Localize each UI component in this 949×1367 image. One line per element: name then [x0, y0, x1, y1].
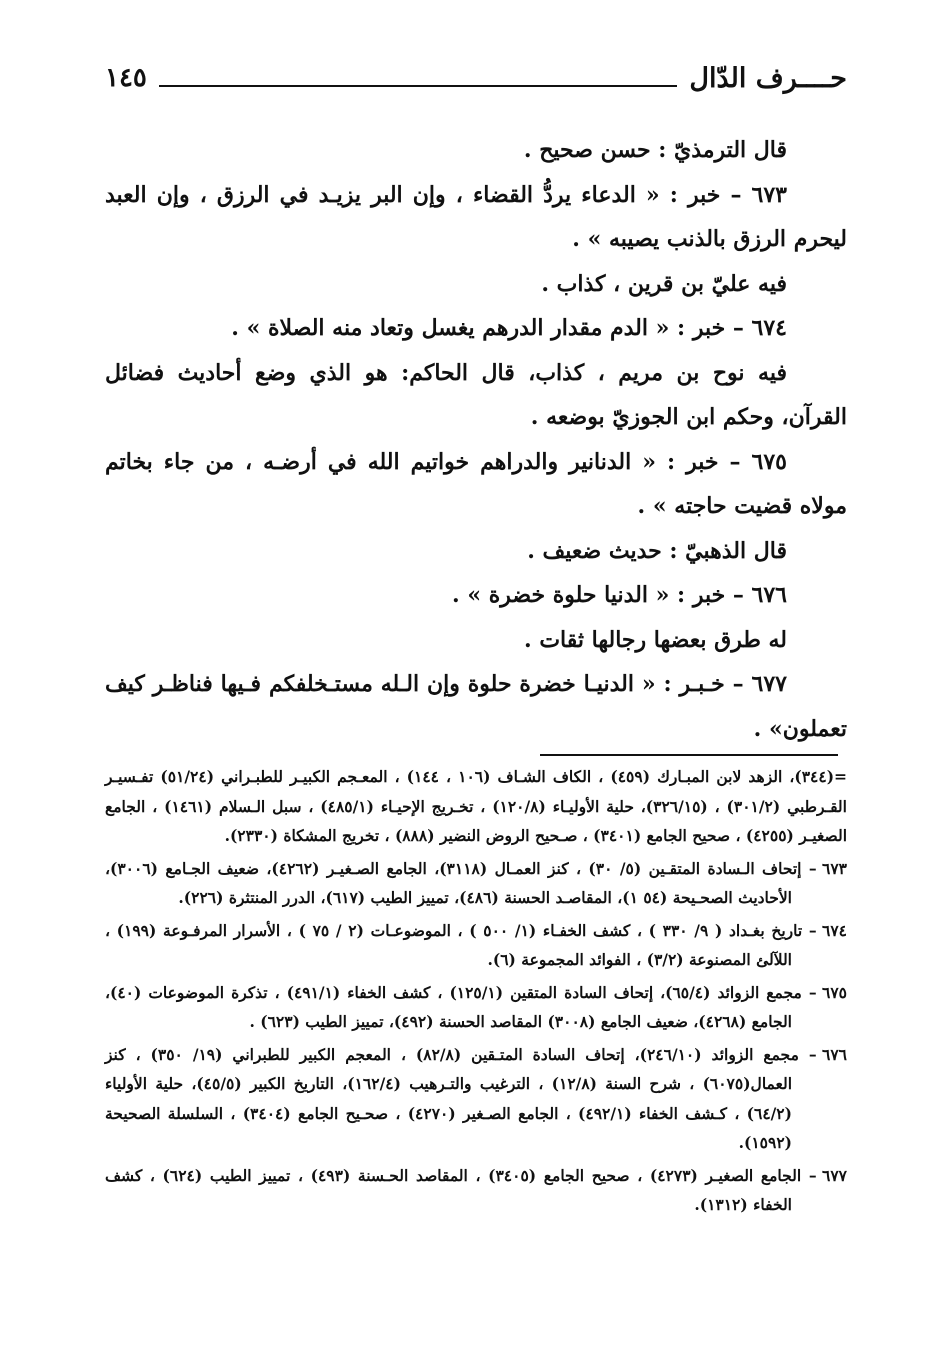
footnote-text: مجمع الزوائد (٢٤٦/١٠)، إتحاف السادة المتـقين (٨٢/٨) ، المعجم الكبير للطبراني (١٩/ ٣٥٠) ، كنز العمال(٦٠٧٥) ، شرح السنة (١٢/٨) ، الترغيب والتـرهيب (١٦٢/٤)، التاريخ الكبير (٤٥/٥)، حلية الأولياء (٦٤/٢) ، كـشف الخفاء (٤٩٢/١) ، الجامع الصـغير (٤٢٧٠) ، صحـيح الجامع (٣٤٠٤) ، السلسلة الصحيحة (١٥٩٢). — [105, 1044, 799, 1152]
comment-paragraph: قال الترمذيّ : حسن صحيح . — [523, 137, 787, 163]
chapter-title: حــــرف الدّال — [689, 62, 847, 94]
hadith-entry-676: ٦٧٦ – خبر : « الدنيا حلوة خضرة » . — [452, 582, 787, 608]
hadith-entry-677: ٦٧٧ – خـبـر : « الدنيـا خضرة حلوة وإن الـله مستـخلفكم فـيها فناظـر كيف تعملون» . — [105, 671, 847, 742]
header-rule — [159, 85, 677, 87]
footnote-text: مجمع الزوائد (٦٥/٤)، إتحاف السادة المتقين (١٢٥/١) ، كشف الخفاء (٤٩١/١) ، تذكرة الموضوعات (٤٠)، الجامع (٤٢٦٨)، ضعيف الجامع (٣٠٠٨) المقاصد الحسنة (٤٩٢)، تمييز الطيب (٦٢٣) . — [105, 982, 802, 1031]
footnote-entry — [105, 1161, 847, 1220]
footnote-separator — [540, 754, 838, 756]
footnote-number: ٦٧٤ – — [808, 920, 848, 940]
comment-paragraph: قال الذهبيّ : حديث ضعيف . — [527, 537, 787, 564]
page-header — [105, 58, 847, 98]
footnote-number: ٦٧٣ – — [808, 858, 848, 878]
footnote-number: ٦٧٥ – — [808, 982, 847, 1002]
footnote-entry — [105, 1040, 847, 1158]
comment-paragraph: فيه عليّ بن قرين ، كذاب . — [541, 270, 787, 297]
hadith-entry-675: ٦٧٥ – خبر : « الدنانير والدراهم خواتيم الله في أرضـه ، من جاء بخاتم مولاه قضيت حاجته » . — [105, 448, 847, 519]
footnote-entry — [105, 978, 847, 1037]
footnote-number: ٦٧٦ – — [808, 1044, 847, 1064]
footnote-entry — [105, 854, 847, 913]
footnote-text: الجامع الصغيـر (٤٢٧٣) ، صحيح الجامع (٣٤٠٥) ، المقاصد الحـسنة (٤٩٣) ، تمييز الطيب (٦٢٤) ، كشف الخفاء (١٣١٢). — [105, 1165, 802, 1214]
footnote-text: إتحاف الـسادة المتقـين (٥/ ٣٠) ، كنز العمـال (٣١١٨)، الجامع الصـغيـر (٤٢٦٢)، ضعيف الجـامع (٣٠٠٦)، الأحاديث الصحـيحة (٥٤ ١)، المقاصـد الحسنة (٤٨٦)، تمييز الطيب (٦١٧)، الدرر المنتثرة (٢٢٦). — [105, 858, 802, 907]
footnote-text: تاريخ بغـداد ( ٩/ ٣٣٠ ) ، كشف الخفـاء (١/ ٥٠٠ ) ، الموضوعـات (٢ / ٧٥ ) ، الأسرار المرفـوعة (١٩٩) ، اللآلئ المصنوعة (٣/٢) ، الفوائد المجموعة (٦). — [105, 920, 803, 969]
footnote-entry — [105, 916, 847, 975]
hadith-entry-674: ٦٧٤ – خبر : « الدم مقدار الدرهم يغسل وتعاد منه الصلاة » . — [231, 315, 787, 341]
comment-paragraph: فيه نوح بن مريم ، كذاب، قال الحاكم: هو الذي وضع أحاديث فضائل القرآن، وحكم ابن الجوزيّ بوضعه . — [105, 359, 847, 430]
comment-paragraph: له طرق بعضها رجالها ثقات . — [524, 626, 787, 653]
main-text — [105, 128, 847, 751]
page-number: ١٤٥ — [105, 63, 147, 93]
footnote-number: ٦٧٧ – — [808, 1165, 847, 1185]
hadith-entry-673: ٦٧٣ – خبر : « الدعاء يردُّ القضاء ، وإن البر يزيـد في الرزق ، وإن العبد ليحرم الرزق بالذنب يصيبه » . — [105, 181, 847, 252]
footnotes — [105, 762, 847, 1223]
footnote-continuation: =(٣٤٤)، الزهد لابن المبـارك (٤٥٩) ، الكاف الشـاف (١٠٦ ، ١٤٤) ، المعـجم الكبيـر للطبـراني (٥١/٢٤) تفـسيـر القـرطبي (٣٠١/٢) ، (٣٢٦/١٥)، حلية الأوليـاء (١٢٠/٨) ، تخـريج الإحيـاء (٤٨٥/١) ، سبل الـسلام (١٤٦١) ، الجامع الصغيـر (٤٢٥٥) ، صحيح الجامع (٣٤٠١) ، صـحيح الروض النضير (٨٨٨) ، تخريج المشكاة (٢٣٣٠). — [105, 767, 848, 845]
